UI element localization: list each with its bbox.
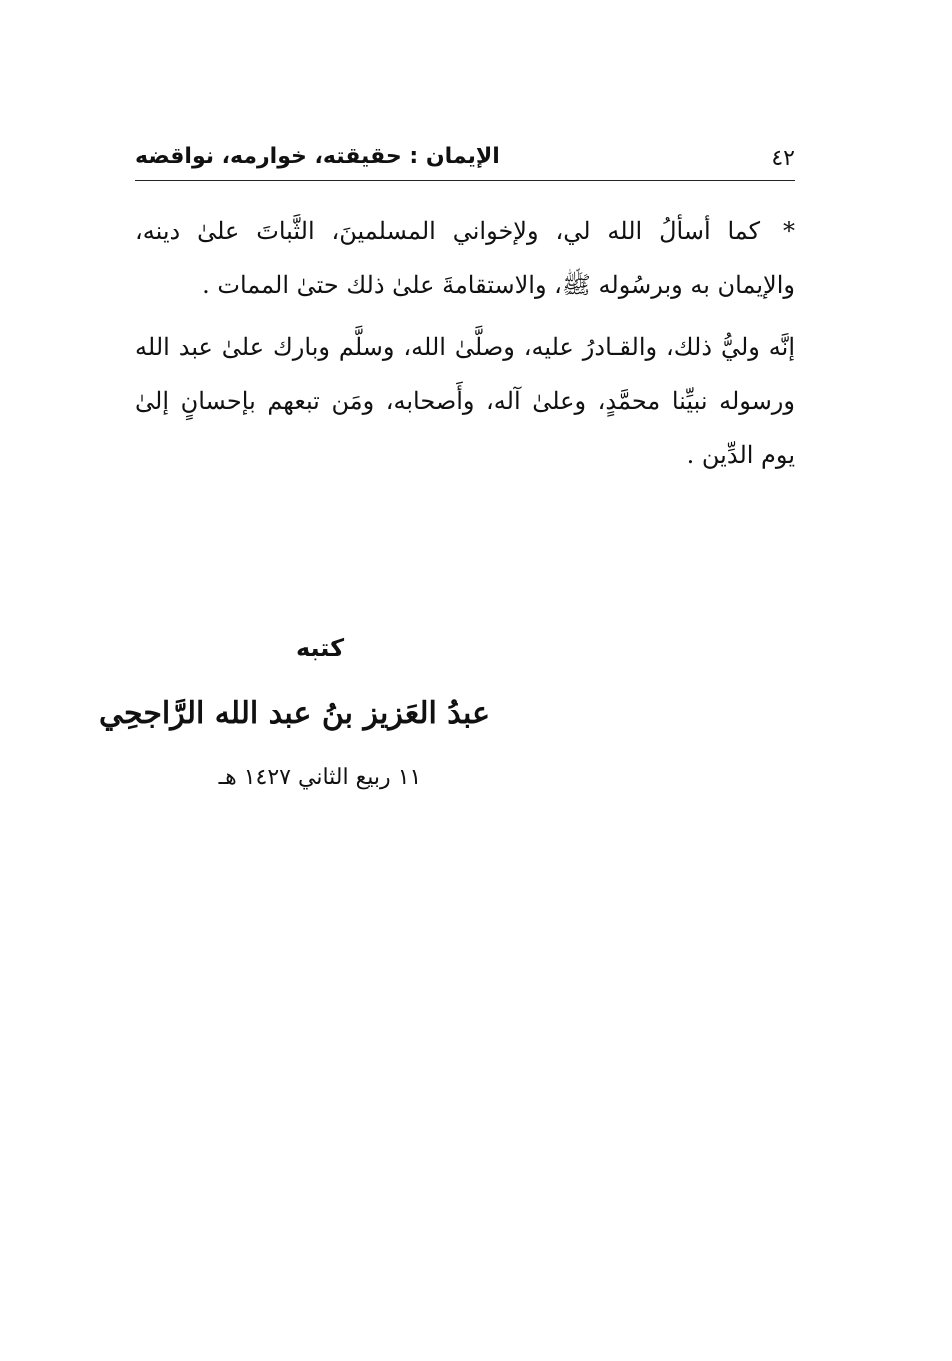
page-number: ٤٢	[771, 146, 795, 171]
signature-label: كتبه	[295, 634, 345, 662]
running-title: الإيمان : حقيقته، خوارمه، نواقضه	[135, 144, 500, 169]
signature-date: ١١ ربيع الثاني ١٤٢٧ هـ	[218, 765, 422, 790]
paragraph-salutation: إنَّه وليُّ ذلك، والقـادرُ عليه، وصلَّىٰ الله، وسلَّم وبارك علىٰ عبد الله ورسوله نبيِّنا محمَّدٍ، وعلىٰ آله، وأَصحابه، ومَن تبعهم بإحسانٍ إلىٰ يوم الدِّين .	[135, 333, 795, 469]
main-text	[135, 204, 795, 490]
paragraph-prayer	[135, 204, 795, 312]
paragraph-prayer-text: كما أسألُ الله لي، ولإخواني المسلمينَ، الثَّباتَ علىٰ دينه، والإيمان به وبرسُوله ﷺ، والاستقامةَ علىٰ ذلك حتىٰ الممات .	[135, 217, 795, 299]
asterisk-bullet: *	[783, 217, 795, 245]
header-divider	[135, 180, 795, 181]
page-header	[135, 142, 795, 180]
signature-block	[99, 628, 490, 798]
author-name: عبدُ العَزيز بنُ عبد الله الرَّاجحِي	[99, 696, 490, 731]
